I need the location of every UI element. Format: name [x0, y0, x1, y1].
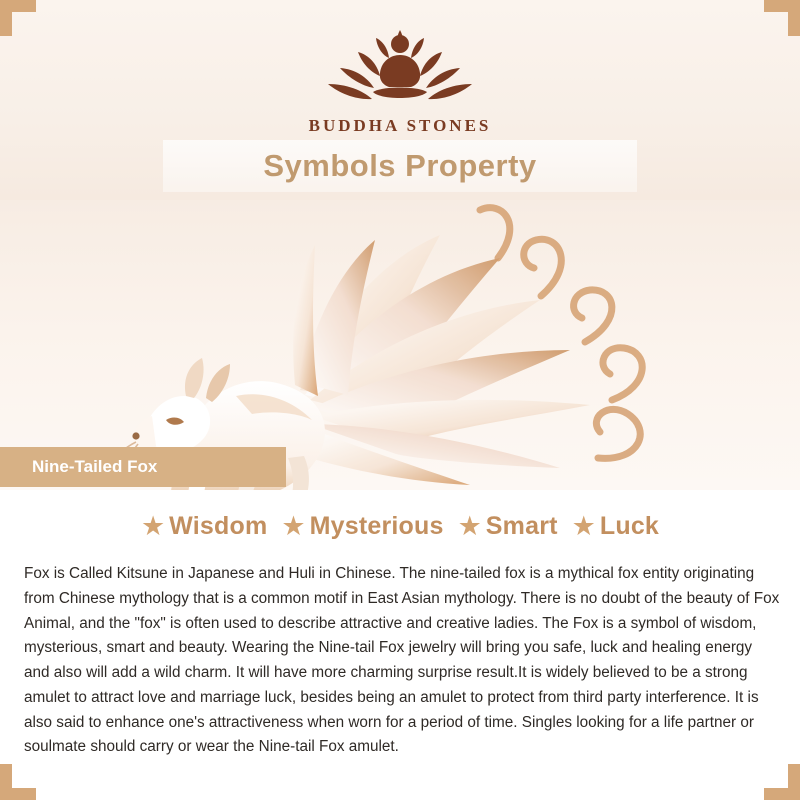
- brand-logo-block: [0, 22, 800, 136]
- keyword-label: Luck: [599, 512, 660, 540]
- keyword-smart: [458, 512, 558, 541]
- corner-decoration-top-right-vertical: [788, 0, 800, 36]
- hero-caption-label: Nine-Tailed Fox: [32, 457, 158, 476]
- keywords-row: [0, 512, 800, 541]
- keyword-wisdom: [141, 512, 267, 541]
- keyword-label: Mysterious: [309, 512, 444, 540]
- star-icon: ★: [457, 511, 482, 541]
- title-ribbon: [163, 140, 637, 192]
- keyword-luck: [572, 512, 659, 541]
- keyword-mysterious: [281, 512, 443, 541]
- corner-decoration-bottom-right-vertical: [788, 764, 800, 800]
- bottom-spacer: [0, 786, 800, 800]
- corner-decoration-top-left-vertical: [0, 0, 12, 36]
- page-title: Symbols Property: [263, 148, 537, 183]
- corner-decoration-bottom-left-vertical: [0, 764, 12, 800]
- star-icon: ★: [571, 511, 596, 541]
- star-icon: ★: [281, 511, 306, 541]
- star-icon: ★: [140, 511, 166, 541]
- brand-name: BUDDHA STONES: [308, 116, 492, 135]
- keyword-label: Smart: [485, 512, 558, 540]
- lotus-meditation-figure-icon: [310, 22, 490, 114]
- hero-caption-tag: [0, 447, 286, 487]
- description-paragraph: Fox is Called Kitsune in Japanese and Huli in Chinese. The nine-tailed fox is a mythical fox entity originating from Chinese mythology that is a common motif in East Asian mythology. There is no doubt of the beauty of Fox Animal, and the "fox" is often used to describe attractive and creative ladies. The Fox is a symbol of wisdom, mysterious, smart and beauty. Wearing the Nine-tail Fox jewelry will bring you safe, luck and healing energy and also will add a wild charm. It will have more charming surprise result.It is widely believed to be a strong amulet to attract love and marriage luck, besides being an amulet to protect from third party interference. It is also said to enhance one's attractiveness when worn for a period of time. Singles looking for a life partner or soulmate should carry or wear the Nine-tail Fox amulet.: [24, 565, 780, 756]
- keyword-label: Wisdom: [169, 512, 268, 540]
